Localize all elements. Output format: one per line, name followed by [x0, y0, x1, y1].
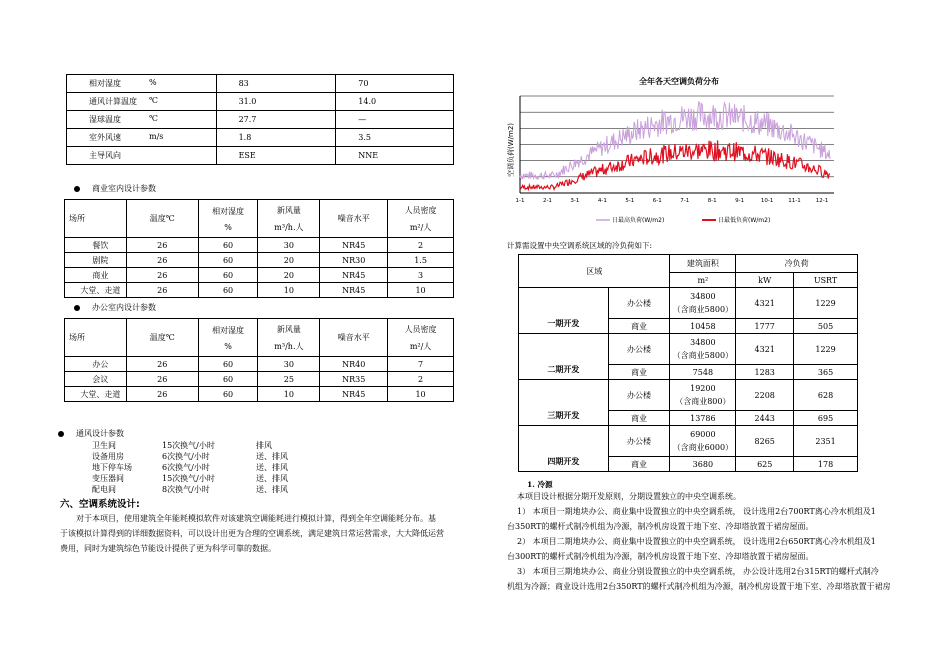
table-cell: 60: [198, 283, 258, 298]
table-cell: 1.5: [388, 253, 454, 268]
ventilation-row: [92, 440, 352, 451]
x-tick-label: 5-1: [625, 198, 635, 204]
ventilation-cell: 设备用房: [92, 452, 124, 461]
param-unit: %: [149, 78, 157, 87]
paragraph-line: 3） 本项目三期地块办公、商业分别设置独立的中央空调系统， 办公设计选用2台315RT的螺杆式制冷: [517, 567, 879, 576]
table-cell: 14.0: [336, 93, 454, 111]
header-line: %: [224, 341, 232, 351]
header-line: 人员密度: [404, 205, 437, 215]
table-cell: 10: [388, 387, 454, 402]
area-note: （含商业6000）: [672, 442, 734, 452]
table-cell: 办公: [65, 357, 127, 372]
table-cell: NR40: [320, 357, 388, 372]
paragraph-line: 于该模拟计算得到的详细数据资料，可以设计出更为合理的空调系统，满足建筑日常运营需求，大大降低运营: [60, 529, 444, 538]
load-chart: [504, 72, 844, 232]
table-cell: 办公楼: [608, 426, 670, 457]
ventilation-cell: 送、排风: [256, 452, 288, 461]
table-cell: 场所: [65, 319, 127, 357]
area-note: （含商业5800）: [672, 304, 734, 314]
header-line: 相对湿度: [212, 325, 245, 335]
table-cell: 60: [198, 372, 258, 387]
table-cell: 商业: [608, 457, 670, 472]
table-cell: 办公楼: [608, 380, 670, 411]
table-cell: 建筑面积: [670, 255, 736, 273]
table-cell: 83: [216, 75, 336, 93]
table-cell: [198, 319, 258, 357]
param-name: 相对湿度: [89, 79, 121, 88]
table-cell: 7548: [670, 365, 736, 380]
paragraph-line: 本项目设计根据分期开发原则，分期设置独立的中央空调系统。: [517, 492, 741, 501]
table-cell: 区域: [519, 255, 670, 288]
table-cell: 178: [794, 457, 858, 472]
ventilation-cell: 6次换气/小时: [162, 452, 210, 461]
table-cell: 26: [126, 357, 198, 372]
ventilation-cell: 6次换气/小时: [162, 463, 210, 472]
table-cell: 商业: [65, 268, 127, 283]
table-cell: 8265: [736, 426, 794, 457]
table-cell: 30: [258, 238, 320, 253]
table-cell: kW: [736, 273, 794, 288]
table-cell: 大堂、走道: [65, 283, 127, 298]
table-cell: 365: [794, 365, 858, 380]
table-cell: 31.0: [216, 93, 336, 111]
ventilation-cell: 15次换气/小时: [162, 474, 215, 483]
table-cell: NR30: [320, 253, 388, 268]
table-row: [67, 93, 454, 111]
table-row: [519, 380, 858, 411]
table-header-row: [519, 255, 858, 273]
table-cell: NNE: [336, 147, 454, 165]
cooling-intro: 计算需设置中央空调系统区域的冷负荷如下:: [507, 241, 653, 250]
paragraph-line: 台350RT的螺杆式制冷机组为冷源，制冷机房设置于地下室、冷却塔放置于裙房屋面。: [507, 522, 814, 531]
table-cell: 噪音水平: [320, 319, 388, 357]
table-cell: 625: [736, 457, 794, 472]
table-cell: 4321: [736, 288, 794, 319]
table-header-row: [65, 319, 454, 357]
table-cell: 2443: [736, 411, 794, 426]
office-heading: 办公室内设计参数: [74, 302, 156, 313]
table-row: [519, 288, 858, 319]
table-cell: 2351: [794, 426, 858, 457]
table-cell: 60: [198, 253, 258, 268]
table-cell: 温度℃: [126, 200, 198, 238]
table-cell: [670, 426, 736, 457]
table-row: [67, 75, 454, 93]
table-cell: 60: [198, 268, 258, 283]
table-cell: 3.5: [336, 129, 454, 147]
table-cell: 办公楼: [608, 288, 670, 319]
x-tick-label: 12-1: [815, 198, 829, 204]
ventilation-cell: 送、排风: [256, 474, 288, 483]
area-value: 69000: [690, 429, 716, 439]
x-tick-label: 8-1: [707, 198, 717, 204]
table-cell: 3680: [670, 457, 736, 472]
table-cell: 10: [388, 283, 454, 298]
table-cell: 商业: [608, 365, 670, 380]
param-unit: ℃: [149, 114, 158, 123]
phase-label: 二期开发: [519, 334, 609, 380]
table-cell: 2: [388, 238, 454, 253]
table-cell: 2208: [736, 380, 794, 411]
table-cell: 695: [794, 411, 858, 426]
table-row: [65, 253, 454, 268]
table-cell: 大堂、走道: [65, 387, 127, 402]
ventilation-row: [92, 473, 352, 484]
table-cell: 30: [258, 357, 320, 372]
office-params-table: [64, 318, 454, 402]
bullet-icon: [58, 431, 64, 437]
ventilation-row: [92, 462, 352, 473]
section-paragraph: [60, 511, 460, 556]
table-cell: 13786: [670, 411, 736, 426]
table-row: [519, 334, 858, 365]
ventilation-row: [92, 484, 352, 495]
table-cell: [388, 319, 454, 357]
table-row: [65, 387, 454, 402]
header-line: 人员密度: [404, 324, 437, 334]
commercial-heading: 商业室内设计参数: [74, 183, 156, 194]
bullet-icon: [74, 305, 80, 311]
table-cell: 70: [336, 75, 454, 93]
cold-source-heading: 1. 冷源: [527, 480, 553, 489]
table-cell: 场所: [65, 200, 127, 238]
table-header-row: [65, 200, 454, 238]
table-cell: 27.7: [216, 111, 336, 129]
x-tick-label: 9-1: [735, 198, 745, 204]
table-cell: 商业: [608, 411, 670, 426]
table-cell: 3: [388, 268, 454, 283]
table-cell: NR45: [320, 283, 388, 298]
table-cell: 26: [126, 253, 198, 268]
phase-label: 一期开发: [519, 288, 609, 334]
table-cell: [67, 111, 217, 129]
area-note: （含商业800）: [675, 396, 731, 406]
table-cell: 7: [388, 357, 454, 372]
ventilation-cell: 8次换气/小时: [162, 485, 210, 494]
area-note: （含商业5800）: [672, 350, 734, 360]
table-cell: 1229: [794, 334, 858, 365]
header-line: m³/h.人: [274, 341, 304, 351]
table-cell: [67, 75, 217, 93]
table-cell: 4321: [736, 334, 794, 365]
legend-item: [702, 216, 770, 224]
ventilation-cell: 送、排风: [256, 485, 288, 494]
table-row: [67, 129, 454, 147]
table-row: [65, 357, 454, 372]
table-cell: ESE: [216, 147, 336, 165]
table-cell: [67, 129, 217, 147]
table-cell: 26: [126, 238, 198, 253]
ventilation-cell: 卫生间: [92, 441, 116, 450]
table-cell: 26: [126, 387, 198, 402]
cold-source-text: [507, 489, 907, 594]
x-tick-label: 2-1: [542, 198, 552, 204]
table-cell: [388, 200, 454, 238]
header-line: 新风量: [276, 205, 301, 215]
table-row: [67, 111, 454, 129]
paragraph-line: 对于本项目，使用建筑全年能耗模拟软件对该建筑空调能耗进行模拟计算，得到全年空调能耗分布。基: [76, 514, 436, 523]
header-line: %: [224, 222, 232, 232]
ventilation-cell: 送、排风: [256, 463, 288, 472]
param-unit: m/s: [149, 132, 164, 141]
table-cell: [67, 93, 217, 111]
header-line: m²/人: [409, 222, 432, 232]
climate-table: [66, 74, 454, 165]
phase-label: 四期开发: [519, 426, 609, 472]
table-cell: 25: [258, 372, 320, 387]
table-cell: 60: [198, 357, 258, 372]
table-row: [519, 426, 858, 457]
table-cell: 剧院: [65, 253, 127, 268]
table-row: [65, 268, 454, 283]
header-line: 相对湿度: [212, 206, 245, 216]
ventilation-cell: 变压器间: [92, 474, 124, 483]
header-line: m³/h.人: [274, 222, 304, 232]
table-cell: 60: [198, 387, 258, 402]
table-cell: 商业: [608, 319, 670, 334]
x-tick-label: 4-1: [597, 198, 607, 204]
table-cell: NR35: [320, 372, 388, 387]
paragraph-line: 2） 本项目二期地块办公、商业集中设置独立的中央空调系统， 设计选用2台650RT离心冷水机组及1: [517, 537, 876, 546]
table-cell: 26: [126, 372, 198, 387]
param-name: 室外风速: [89, 133, 121, 142]
header-line: 新风量: [276, 324, 301, 334]
legend-label: 日最低负荷(W/m2): [718, 217, 771, 224]
table-cell: m²: [670, 273, 736, 288]
param-name: 湿球温度: [89, 115, 121, 124]
ventilation-row: [92, 451, 352, 462]
ventilation-list: [92, 440, 352, 495]
table-cell: —: [336, 111, 454, 129]
table-cell: 1777: [736, 319, 794, 334]
series-line-low: [520, 140, 830, 189]
table-cell: NR45: [320, 268, 388, 283]
x-tick-label: 10-1: [760, 198, 774, 204]
table-cell: 办公楼: [608, 334, 670, 365]
bullet-icon: [74, 186, 80, 192]
table-cell: [198, 200, 258, 238]
section-title: 六、空调系统设计:: [60, 499, 140, 510]
commercial-params-table: [64, 199, 454, 298]
ventilation-cell: 配电间: [92, 485, 116, 494]
paragraph-line: 机组为冷源；商业设计选用2台350RT的螺杆式制冷机组为冷源，制冷机房设置于地下室、冷却塔放置于裙房: [507, 582, 891, 591]
table-cell: 10458: [670, 319, 736, 334]
legend-label: 日最高负荷(W/m2): [612, 217, 665, 224]
area-value: 19200: [690, 383, 716, 393]
ventilation-cell: 地下停车场: [92, 463, 132, 472]
table-cell: 10: [258, 283, 320, 298]
legend-item: [596, 216, 664, 224]
table-cell: 1229: [794, 288, 858, 319]
table-cell: NR45: [320, 238, 388, 253]
param-name: 主导风向: [89, 151, 121, 160]
y-axis-label: 空调负荷(W/m2): [507, 122, 515, 178]
paragraph-line: 1） 本项目一期地块办公、商业集中设置独立的中央空调系统， 设计选用2台700RT离心冷水机组及1: [517, 507, 876, 516]
table-cell: 26: [126, 283, 198, 298]
x-tick-label: 6-1: [652, 198, 662, 204]
chart-title: 全年各天空调负荷分布: [639, 77, 719, 86]
param-unit: ℃: [149, 96, 158, 105]
series-line-high: [520, 102, 830, 179]
table-cell: NR45: [320, 387, 388, 402]
paragraph-line: 台300RT的螺杆式制冷机组为冷源，制冷机房设置于地下室、冷却塔放置于裙房屋面。: [507, 552, 814, 561]
x-tick-label: 11-1: [788, 198, 801, 204]
table-cell: [670, 288, 736, 319]
table-row: [65, 283, 454, 298]
table-cell: 20: [258, 253, 320, 268]
x-tick-label: 3-1: [570, 198, 580, 204]
x-tick-label: 7-1: [680, 198, 690, 204]
table-cell: 505: [794, 319, 858, 334]
table-row: [65, 372, 454, 387]
table-cell: [670, 380, 736, 411]
table-cell: 10: [258, 387, 320, 402]
table-cell: 冷负荷: [736, 255, 858, 273]
table-cell: 20: [258, 268, 320, 283]
table-cell: 1.8: [216, 129, 336, 147]
table-cell: 餐饮: [65, 238, 127, 253]
area-value: 34800: [690, 291, 716, 301]
table-cell: 60: [198, 238, 258, 253]
header-line: m²/人: [409, 341, 432, 351]
table-row: [65, 238, 454, 253]
table-cell: 2: [388, 372, 454, 387]
cooling-load-table: [518, 254, 858, 472]
ventilation-cell: 排风: [256, 441, 272, 450]
x-tick-label: 1-1: [515, 198, 525, 204]
table-cell: [670, 334, 736, 365]
param-name: 通风计算温度: [89, 97, 137, 106]
table-cell: USRT: [794, 273, 858, 288]
paragraph-line: 费用，同时为建筑综色节能设计提供了更为科学可靠的数据。: [60, 544, 276, 553]
table-cell: 噪音水平: [320, 200, 388, 238]
table-cell: [258, 200, 320, 238]
phase-label: 三期开发: [519, 380, 609, 426]
table-cell: 628: [794, 380, 858, 411]
area-value: 34800: [690, 337, 716, 347]
ventilation-cell: 15次换气/小时: [162, 441, 215, 450]
table-cell: 温度℃: [126, 319, 198, 357]
table-cell: 26: [126, 268, 198, 283]
table-cell: 1283: [736, 365, 794, 380]
table-cell: [67, 147, 217, 165]
table-cell: [258, 319, 320, 357]
ventilation-heading: 通风设计参数: [58, 428, 124, 439]
table-cell: 会议: [65, 372, 127, 387]
table-row: [67, 147, 454, 165]
